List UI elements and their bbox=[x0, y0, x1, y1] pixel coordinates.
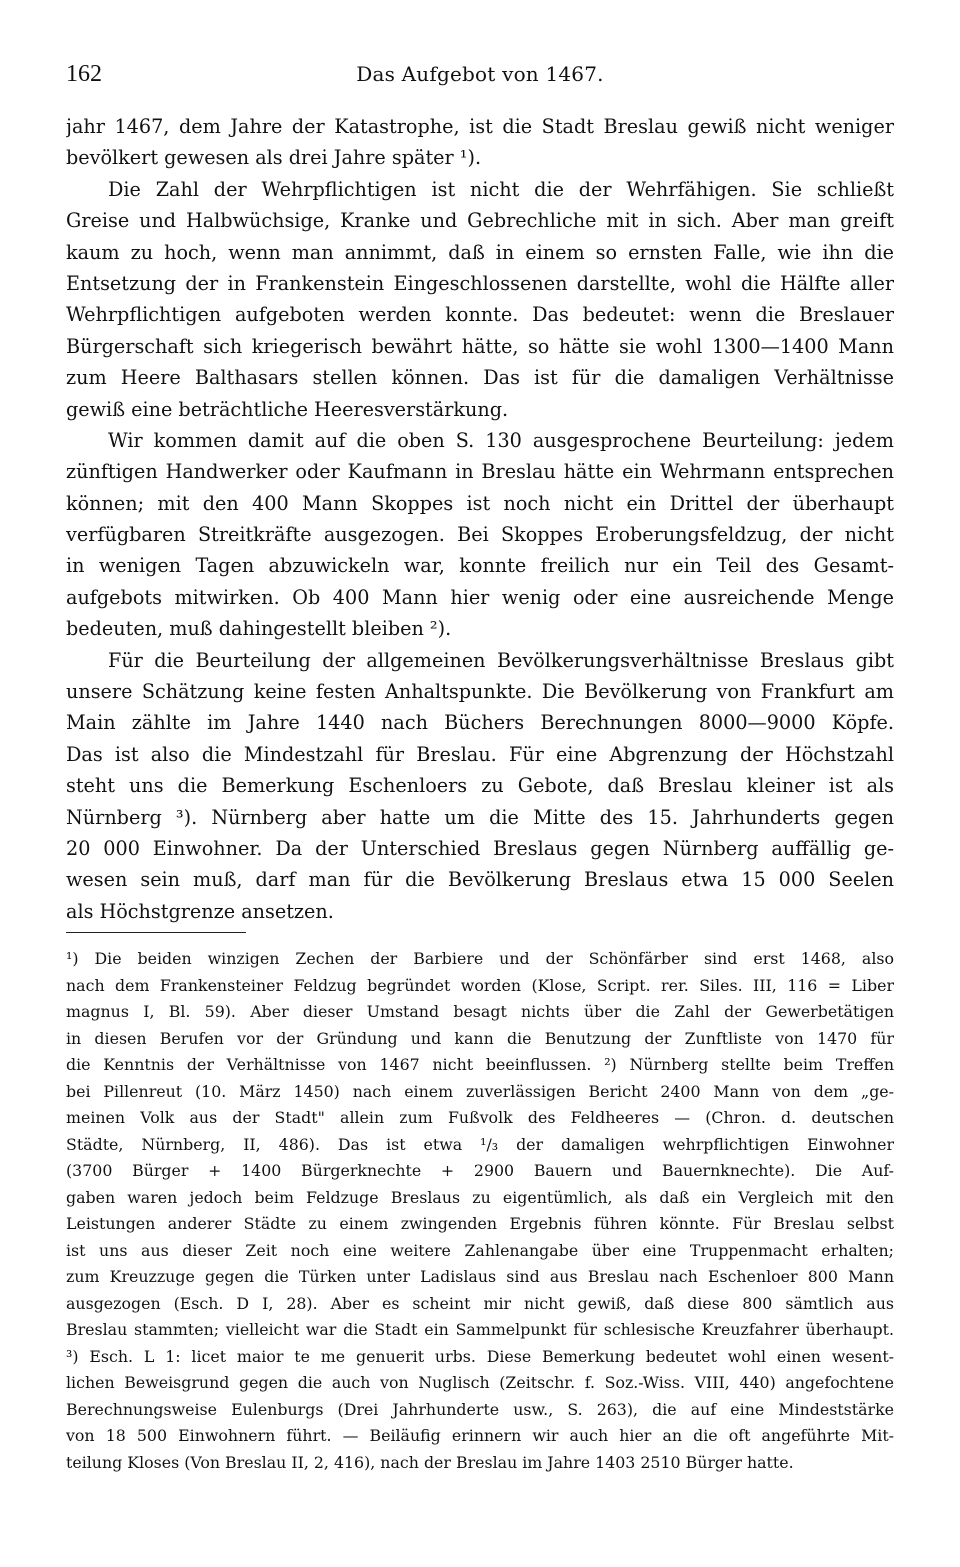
footnote-line: von 18 500 Einwohnern führt. — Beiläufig erinnern wir auch hier an die oft angeführte Mit- bbox=[66, 1426, 894, 1445]
footnote-line: lichen Beweisgrund gegen die auch von Nuglisch (Zeitschr. f. Soz.-Wiss. VIII, 440) angefochtene bbox=[66, 1373, 894, 1392]
text-line: Wir kommen damit auf die oben S. 130 ausgesprochene Beurteilung: jedem bbox=[108, 428, 894, 452]
text-line: zünftigen Handwerker oder Kaufmann in Breslau hätte ein Wehrmann entsprechen bbox=[66, 460, 894, 484]
text-line: als Höchstgrenze ansetzen. bbox=[66, 899, 334, 923]
page-number: 162 bbox=[66, 61, 102, 87]
footnote-line: in diesen Berufen vor der Gründung und kann die Benutzung der Zunftliste von 1470 für bbox=[66, 1028, 894, 1048]
footnote-line: ausgezogen (Esch. D I, 28). Aber es scheint mir nicht gewiß, daß diese 800 sämtlich aus bbox=[66, 1293, 894, 1313]
text-line: Entsetzung der in Frankenstein Eingeschlossenen darstellte, wohl die Hälfte aller bbox=[66, 271, 894, 295]
text-line: wesen sein muß, darf man für die Bevölkerung Breslaus etwa 15 000 Seelen bbox=[66, 868, 894, 892]
text-line: gewiß eine beträchtliche Heeresverstärkung. bbox=[66, 397, 509, 421]
footnote-line: die Kenntnis der Verhältnisse von 1467 nicht beeinflussen. ²) Nürnberg stellte beim Treffen bbox=[66, 1055, 894, 1074]
footnote-line: ist uns aus dieser Zeit noch eine weitere Zahlenangabe über eine Truppenmacht erhalten; bbox=[66, 1240, 894, 1260]
text-line: kaum zu hoch, wenn man annimmt, daß in einem so ernsten Falle, wie ihn die bbox=[66, 240, 894, 264]
text-line: Main zählte im Jahre 1440 nach Büchers Berechnungen 8000—9000 Köpfe. bbox=[66, 711, 894, 735]
text-line: bedeuten, muß dahingestellt bleiben ²). bbox=[66, 617, 452, 641]
footnote-line: teilung Kloses (Von Breslau II, 2, 416), nach der Breslau im Jahre 1403 2510 Bürger hatte. bbox=[66, 1452, 794, 1472]
running-title: Das Aufgebot von 1467. bbox=[356, 62, 604, 86]
text-line: zum Heere Balthasars stellen können. Das ist für die damaligen Verhältnisse bbox=[66, 366, 894, 390]
text-line: 20 000 Einwohner. Da der Unterschied Breslaus gegen Nürnberg auffällig ge- bbox=[66, 836, 894, 860]
text-line: Für die Beurteilung der allgemeinen Bevölkerungsverhältnisse Breslaus gibt bbox=[108, 648, 894, 672]
footnote-line: Leistungen anderer Städte zu einem zwingenden Ergebnis führen könnte. Für Breslau selbst bbox=[66, 1214, 894, 1233]
footnote-line: ³) Esch. L 1: licet maior te me genuerit urbs. Diese Bemerkung bedeutet wohl einen wesent- bbox=[66, 1346, 894, 1366]
footnote-line: meinen Volk aus der Stadt" allein zum Fußvolk des Feldheeres — (Chron. d. deutschen bbox=[66, 1108, 894, 1127]
text-line: Greise und Halbwüchsige, Kranke und Gebrechliche mit in sich. Aber man greift bbox=[66, 209, 894, 233]
text-line: Wehrpflichtigen aufgeboten werden konnte. Das bedeutet: wenn die Breslauer bbox=[66, 303, 894, 327]
text-line: steht uns die Bemerkung Eschenloers zu Gebote, daß Breslau kleiner ist als bbox=[66, 774, 894, 798]
footnote-line: zum Kreuzzuge gegen die Türken unter Ladislaus sind aus Breslau nach Eschenloer 800 Mann bbox=[66, 1267, 894, 1286]
footnote-line: nach dem Frankensteiner Feldzug begründet worden (Klose, Script. rer. Siles. III, 116 = Liber bbox=[66, 975, 894, 995]
footnote-line: Berechnungsweise Eulenburgs (Drei Jahrhunderte usw., S. 263), die auf eine Mindeststärke bbox=[66, 1399, 894, 1419]
text-line: Bürgerschaft sich kriegerisch bewährt hätte, so hätte sie wohl 1300—1400 Mann bbox=[66, 334, 894, 358]
text-line: Das ist also die Mindestzahl für Breslau. Für eine Abgrenzung der Höchstzahl bbox=[66, 742, 894, 766]
footnote-line: magnus I, Bl. 59). Aber dieser Umstand besagt nichts über die Zahl der Gewerbetätigen bbox=[66, 1002, 894, 1021]
footnote-line: (3700 Bürger + 1400 Bürgerknechte + 2900 Bauern und Bauernknechte). Die Auf- bbox=[66, 1161, 894, 1180]
footnote-line: gaben waren jedoch beim Feldzuge Breslaus zu eigentümlich, als daß ein Vergleich mit den bbox=[66, 1187, 894, 1207]
text-line: Nürnberg ³). Nürnberg aber hatte um die Mitte des 15. Jahrhunderts gegen bbox=[66, 805, 894, 829]
text-line: in wenigen Tagen abzuwickeln war, konnte freilich nur ein Teil des Gesamt- bbox=[66, 554, 894, 578]
text-line: bevölkert gewesen als drei Jahre später ¹). bbox=[66, 146, 482, 170]
text-line: unsere Schätzung keine festen Anhaltspunkte. Die Bevölkerung von Frankfurt am bbox=[66, 680, 894, 704]
text-line: können; mit den 400 Mann Skoppes ist noch nicht ein Drittel der überhaupt bbox=[66, 491, 894, 515]
footnote-separator bbox=[66, 932, 246, 933]
text-line: verfügbaren Streitkräfte ausgezogen. Bei Skoppes Eroberungsfeldzug, der nicht bbox=[66, 523, 894, 547]
footnote-line: bei Pillenreut (10. März 1450) nach einem zuverlässigen Bericht 2400 Mann von dem „ge- bbox=[66, 1081, 894, 1101]
page-header bbox=[66, 57, 894, 91]
main-text bbox=[66, 111, 894, 927]
footnote-line: ¹) Die beiden winzigen Zechen der Barbiere und der Schönfärber sind erst 1468, also bbox=[66, 949, 894, 968]
text-line: Die Zahl der Wehrpflichtigen ist nicht die der Wehrfähigen. Sie schließt bbox=[108, 177, 894, 201]
text-line: aufgebots mitwirken. Ob 400 Mann hier wenig oder eine ausreichende Menge bbox=[66, 585, 894, 609]
footnote-line: Städte, Nürnberg, II, 486). Das ist etwa ¹/₃ der damaligen wehrpflichtigen Einwohner bbox=[66, 1134, 894, 1154]
footnote-line: Breslau stammten; vielleicht war die Stadt ein Sammelpunkt für schlesische Kreuzfahrer überhaupt. bbox=[66, 1320, 894, 1339]
text-line: jahr 1467, dem Jahre der Katastrophe, ist die Stadt Breslau gewiß nicht weniger bbox=[66, 115, 894, 138]
footnotes bbox=[66, 946, 894, 1476]
